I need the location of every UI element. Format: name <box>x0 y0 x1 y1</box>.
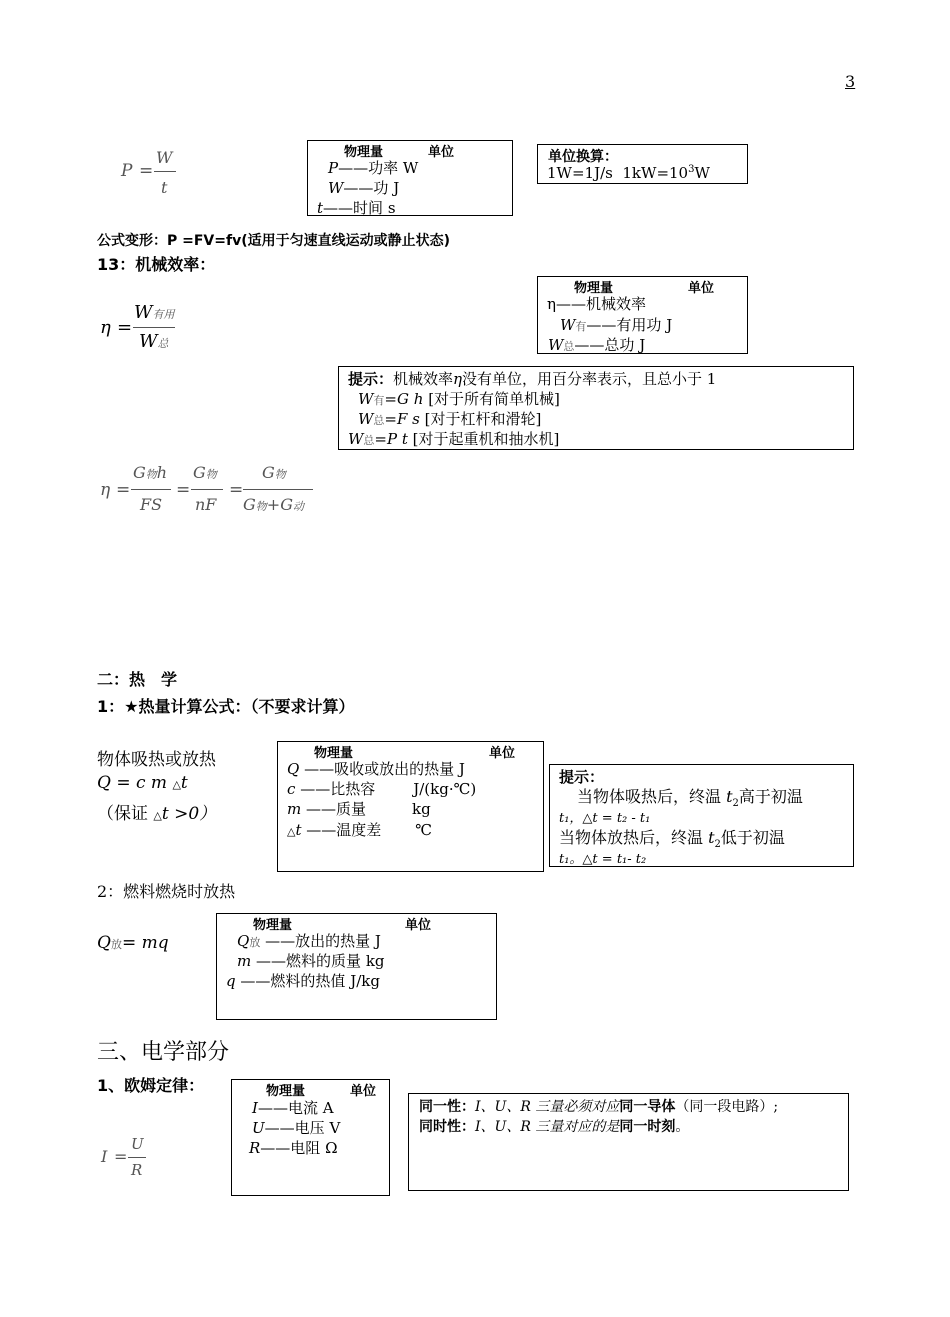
electric-section-title: 三、电学部分 <box>97 1040 230 1065</box>
hint-line-1: 提示：机械效率η没有单位，用百分率表示，且总小于 1 <box>348 370 717 388</box>
ohm-note-box <box>408 1093 849 1191</box>
hint-line-2: W有=G h [对于所有简单机械] <box>358 390 560 408</box>
eff2-f3-num: G物 <box>262 463 286 482</box>
efficiency-heading: 13：机械效率： <box>97 255 216 274</box>
eff2-eq2: = <box>176 480 191 500</box>
eff-num: W有用 <box>134 302 175 323</box>
efficiency-quantity-box <box>537 276 748 354</box>
eff2-f1-den: FS <box>140 495 163 514</box>
hint-line-1: 当物体吸热后，终温 $t_2$高于初温 <box>577 787 803 810</box>
fuel-formula: Q放= mq <box>97 933 169 953</box>
heat-item-1: 1：★热量计算公式：（不要求计算） <box>97 697 355 716</box>
qty-row-voltage: U——电压 V <box>252 1119 341 1137</box>
absorb-label: 物体吸热或放热 <box>97 750 216 770</box>
qty-row-total-work: W总——总功 J <box>548 336 646 354</box>
qty-row-specific-heat: c ——比热容 J/(kg·℃) <box>287 780 477 798</box>
header-unit: 单位 <box>688 281 715 296</box>
heat-quantity-box <box>277 741 544 872</box>
eff2-f1-num: G物h <box>133 463 168 482</box>
heat-item-2: 2：燃料燃烧时放热 <box>97 882 236 901</box>
qty-row-useful-work: W有——有用功 J <box>560 316 673 334</box>
ohm-bar <box>128 1157 146 1158</box>
hint-line-3: 当物体放热后，终温 $t_2$低于初温 <box>559 828 785 851</box>
eff-eq: = <box>117 317 133 338</box>
power-formula-bar <box>154 171 176 172</box>
conversion-title: 单位换算： <box>548 149 618 165</box>
note-line-identity: 同一性：I、U、R 三量必须对应同一导体（同一段电路）; <box>419 1099 779 1115</box>
eff2-f2-num: G物 <box>193 463 217 482</box>
fuel-quantity-box <box>216 913 497 1020</box>
qty-row-heat: Q ——吸收或放出的热量 J <box>287 760 465 778</box>
qty-row-heat-released: Q放 ——放出的热量 J <box>237 932 381 950</box>
eff2-f3-bar <box>243 489 313 490</box>
power-formula-num: W <box>156 148 173 167</box>
absorb-note: （保证 △t >0） <box>97 804 217 824</box>
ohm-den: R <box>131 1161 143 1179</box>
heat-section-title: 二：热 学 <box>97 670 178 689</box>
eff-lhs: η <box>100 317 111 338</box>
power-formula-variant: 公式变形：P =FV=fv(适用于匀速直线运动或静止状态) <box>97 233 451 249</box>
qty-row-fuel-mass: m ——燃料的质量 kg <box>237 952 385 970</box>
eff2-eq1: = <box>116 480 131 500</box>
efficiency-hint-box <box>338 366 854 450</box>
header-quantity: 物理量 <box>266 1084 306 1099</box>
qty-row-heat-value: q ——燃料的热值 J/kg <box>226 972 380 990</box>
electric-item-1: 1、欧姆定律： <box>97 1076 205 1095</box>
qty-row-work: W——功 J <box>328 179 400 197</box>
eff2-f1-bar <box>131 489 171 490</box>
conversion-text: 1W=1J/s $1kW=10^3W$ <box>547 164 710 182</box>
power-quantity-box <box>307 140 513 216</box>
eff2-f3-den: G物+G动 <box>243 495 304 514</box>
page-number: 3 <box>845 72 856 91</box>
eff-bar <box>133 327 175 328</box>
eff2-lhs: η <box>100 480 111 500</box>
qty-row-mass: m ——质量 kg <box>287 800 431 818</box>
qty-row-resistance: R——电阻 Ω <box>249 1139 338 1157</box>
qty-row-power: P——功率 W <box>328 159 419 177</box>
power-formula-den: t <box>161 178 168 197</box>
header-unit: 单位 <box>405 918 432 933</box>
header-quantity: 物理量 <box>344 145 384 160</box>
eff2-f2-bar <box>191 489 223 490</box>
header-unit: 单位 <box>428 145 455 160</box>
header-quantity: 物理量 <box>314 746 354 761</box>
qty-row-time: t——时间 s <box>317 199 396 217</box>
absorb-formula: Q = c m △t <box>97 773 188 793</box>
header-unit: 单位 <box>489 746 516 761</box>
hint-label: 提示： <box>559 768 605 786</box>
power-formula-eq: = <box>139 161 154 181</box>
unit-conversion-box <box>537 144 748 184</box>
qty-row-temp-diff: △t ——温度差 ℃ <box>287 821 433 839</box>
note-line-simultaneity: 同时性：I、U、R 三量对应的是同一时刻。 <box>419 1119 690 1135</box>
qty-row-efficiency: η——机械效率 <box>547 295 646 313</box>
ohm-quantity-box <box>231 1079 390 1196</box>
hint-line-4: W总=P t [对于起重机和抽水机] <box>348 430 560 448</box>
power-formula-lhs: P <box>121 161 133 181</box>
heat-hint-box <box>549 764 854 867</box>
ohm-num: U <box>131 1135 144 1153</box>
hint-line-4: t₁。△t = t₁- t₂ <box>559 852 647 867</box>
eff2-eq3: = <box>229 480 244 500</box>
ohm-eq: = <box>114 1147 128 1166</box>
ohm-lhs: I <box>101 1147 108 1166</box>
header-quantity: 物理量 <box>253 918 293 933</box>
header-unit: 单位 <box>350 1084 377 1099</box>
qty-row-current: I——电流 A <box>252 1099 334 1117</box>
hint-line-2: t₁，△t = t₂ - t₁ <box>559 811 651 826</box>
eff-den: W总 <box>139 331 169 352</box>
hint-line-3: W总=F s [对于杠杆和滑轮] <box>358 410 542 428</box>
eff2-f2-den: nF <box>195 495 217 514</box>
header-quantity: 物理量 <box>574 281 614 296</box>
